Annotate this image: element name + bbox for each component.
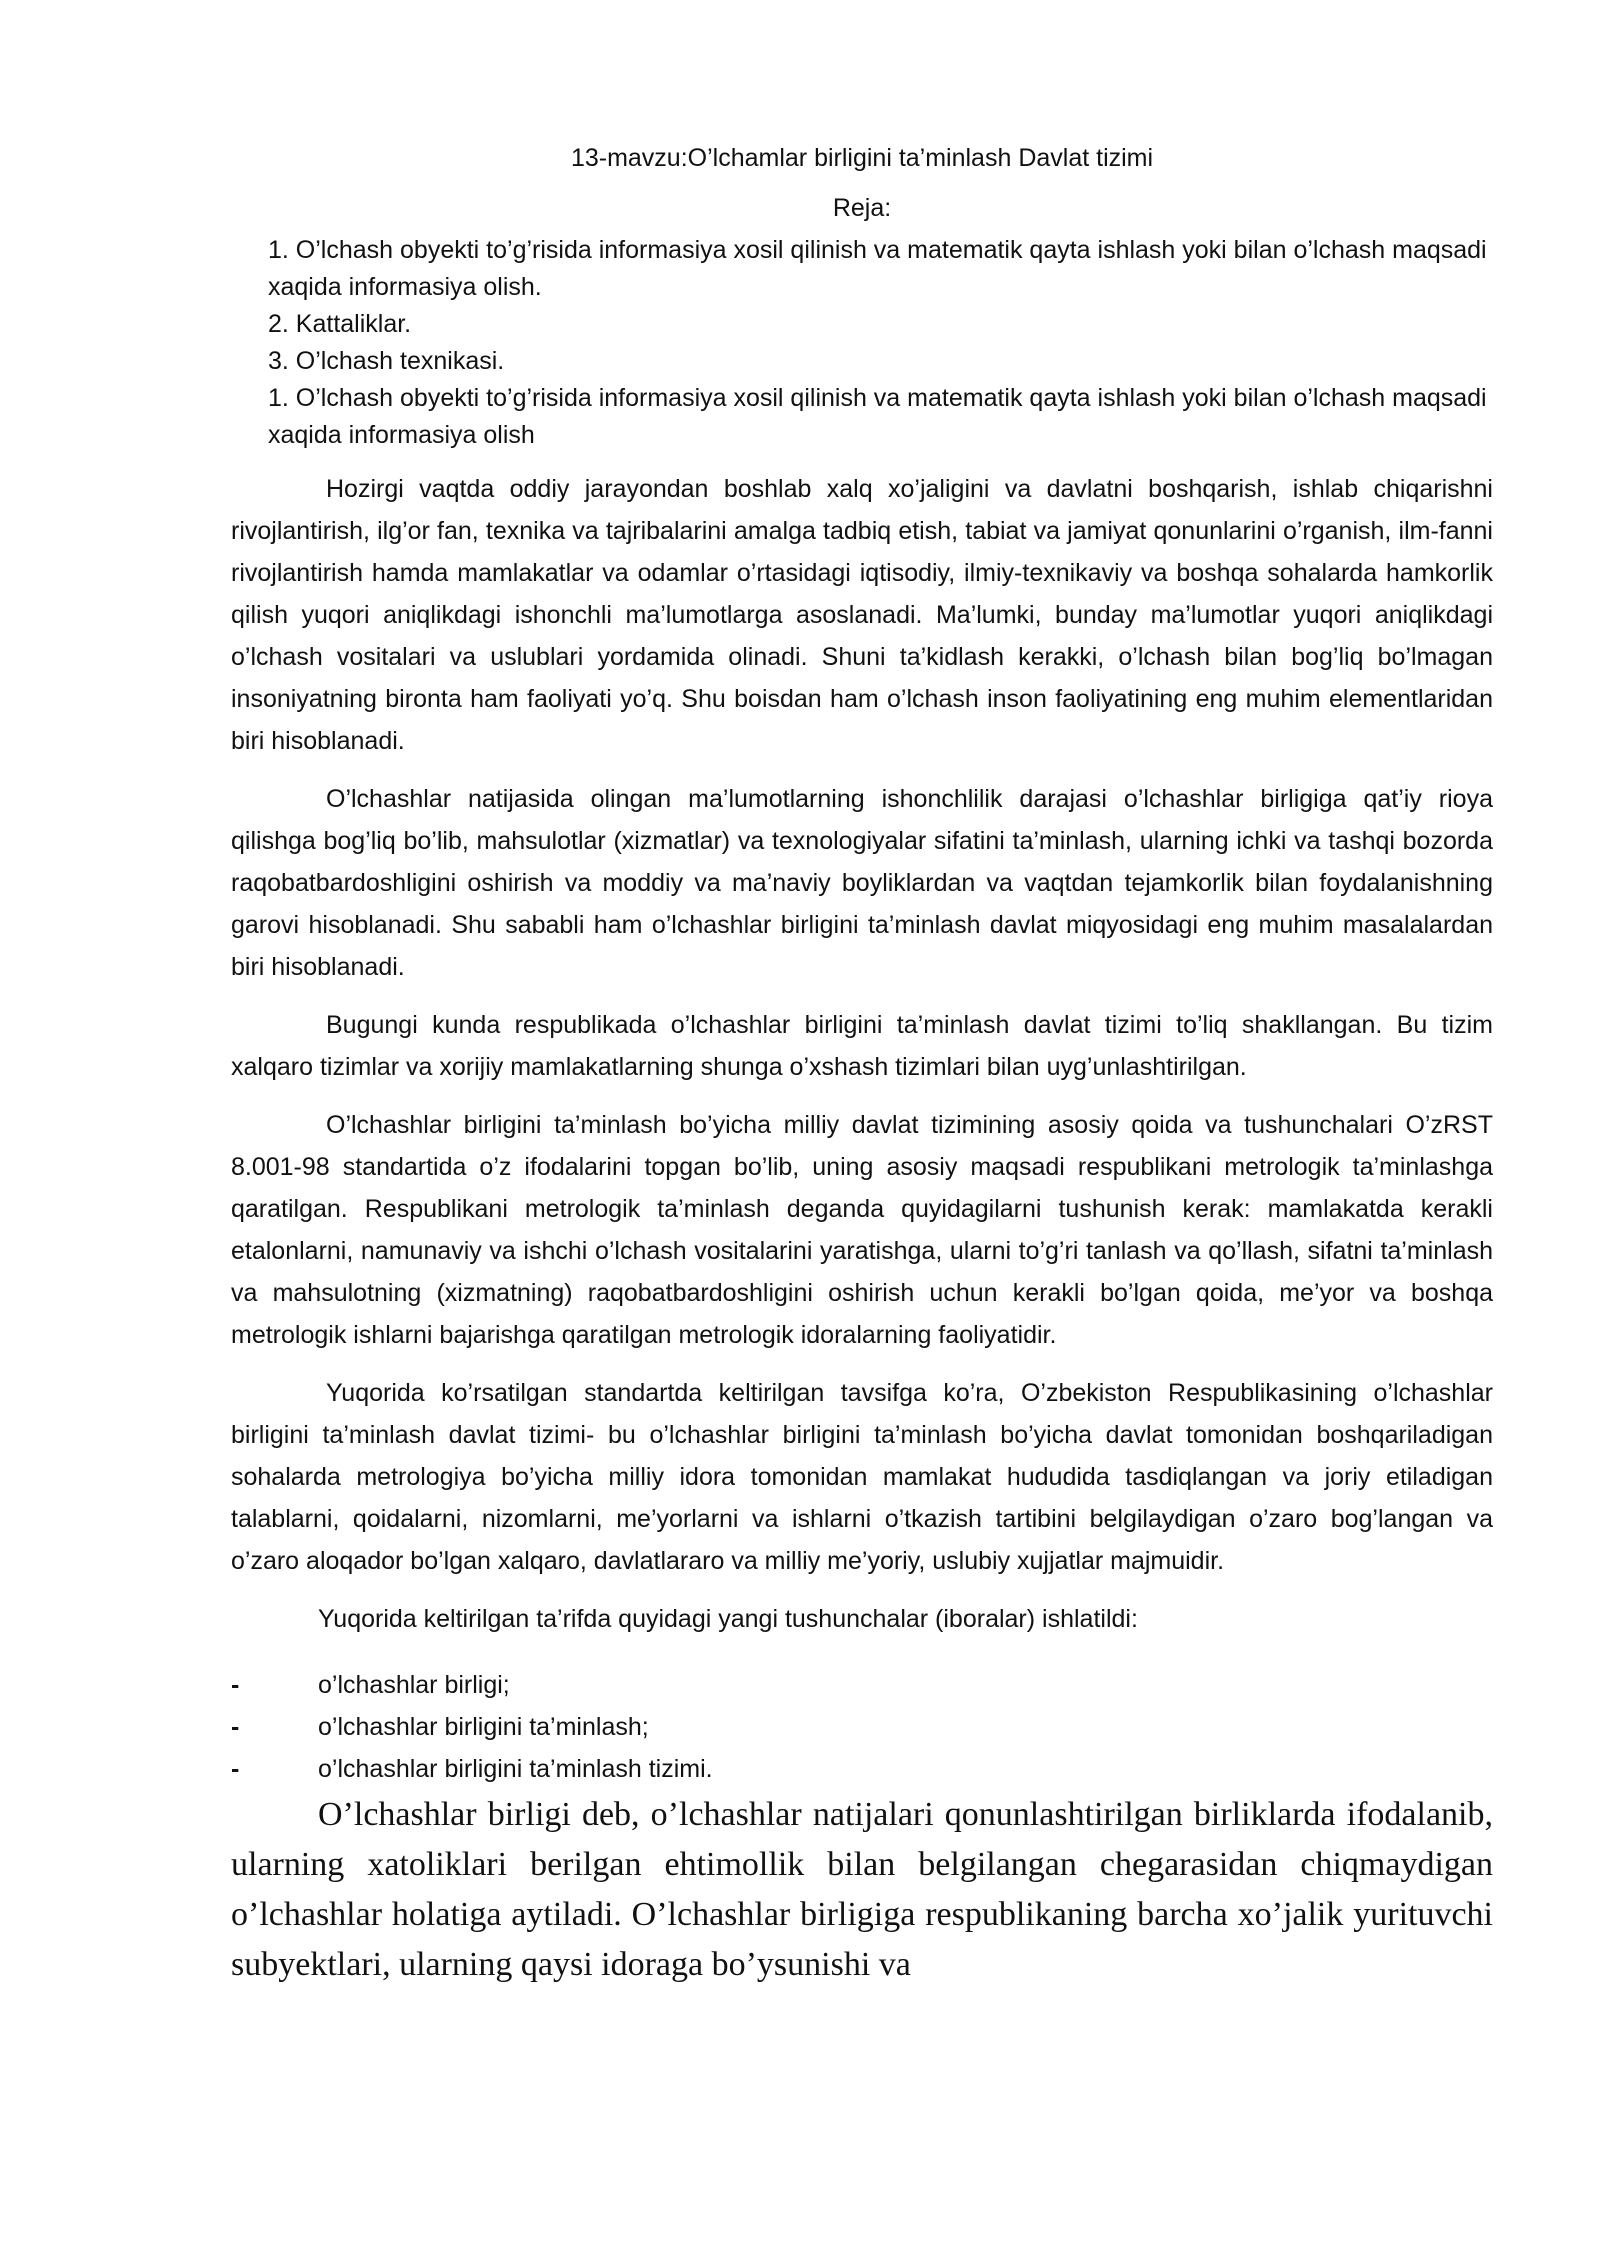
plan-item: 2. Kattaliklar. <box>268 310 412 338</box>
term-text: o’lchashlar birligini ta’minlash tizimi. <box>318 1755 713 1783</box>
term-text: o’lchashlar birligi; <box>318 1671 510 1699</box>
body-paragraph: O’lchashlar birligini ta’minlash bo’yicha milliy davlat tizimining asosiy qoida va tushunchalari O’zRST 8.001-98 standartida o’z ifodalarini topgan bo’lib, uning asosiy maqsadi respublikani metrologik ta’minlashga qaratilgan. Respublikani metrologik ta’minlash deganda quyidagilarni tushunish kerak: mamlakatda kerakli etalonlarni, namunaviy va ishchi o’lchash vositalarini yaratishga, ularni to’g’ri tanlash va qo’llash, sifatni ta’minlash va mahsulotning (xizmatning) raqobatbardoshligini oshirish uchun kerakli bo’lgan qoida, me’yor va boshqa metrologik ishlarni bajarishga qaratilgan metrologik idoralarning faoliyatidir. <box>231 1111 1493 1349</box>
body-paragraph: Yuqorida ko’rsatilgan standartda keltirilgan tavsifga ko’ra, O’zbekiston Respublikasining o’lchashlar birligini ta’minlash davlat tizimi- bu o’lchashlar birligini ta’minlash bo’yicha davlat tomonidan boshqariladigan sohalarda metrologiya bo’yicha milliy idora tomonidan mamlakat hududida tasdiqlangan va joriy etiladigan talablarni, qoidalarni, nizomlarni, me’yorlarni va ishlarni o’tkazish tartibini belgilaydigan o’zaro bog’langan va o’zaro aloqador bo’lgan xalqaro, davlatlararo va milliy me’yoriy, uslubiy xujjatlar majmuidir. <box>231 1379 1493 1575</box>
plan-item: 1. O’lchash obyekti to’g’risida informasiya xosil qilinish va matematik qayta ishlash yoki bilan o’lchash maqsadi xaqida informasiya olish <box>268 384 1487 449</box>
dash-marker: - <box>231 1755 240 1783</box>
plan-list <box>268 232 1493 454</box>
document-title: 13-mavzu:O’lchamlar birligini ta’minlash Davlat tizimi <box>570 144 1154 172</box>
document-page <box>231 140 1493 1990</box>
plan-heading: Reja: <box>832 194 892 222</box>
dash-marker: - <box>231 1713 240 1741</box>
plan-item: 1. O’lchash obyekti to’g’risida informasiya xosil qilinish va matematik qayta ishlash yoki bilan o’lchash maqsadi xaqida informasiya olish. <box>268 236 1487 301</box>
list-item <box>231 1664 1493 1706</box>
body-paragraph: Bugungi kunda respublikada o’lchashlar birligini ta’minlash davlat tizimi to’liq shakllangan. Bu tizim xalqaro tizimlar va xorijiy mamlakatlarning shunga o’xshash tizimlari bilan uyg’unlashtirilgan. <box>231 1011 1493 1081</box>
terms-list <box>231 1664 1493 1790</box>
body-paragraph: O’lchashlar natijasida olingan ma’lumotlarning ishonchlilik darajasi o’lchashlar birligiga qat’iy rioya qilishga bog’liq bo’lib, mahsulotlar (xizmatlar) va texnologiyalar sifatini ta’minlash, ularning ichki va tashqi bozorda raqobatbardoshligini oshirish va moddiy va ma’naviy boyliklardan va vaqtdan tejamkorlik bilan foydalanishning garovi hisoblanadi. Shu sababli ham o’lchashlar birligini ta’minlash davlat miqyosidagi eng muhim masalalardan biri hisoblanadi. <box>231 785 1493 981</box>
terms-intro: Yuqorida keltirilgan ta’rifda quyidagi yangi tushunchalar (iboralar) ishlatildi: <box>318 1605 1138 1633</box>
closing-paragraph: O’lchashlar birligi deb, o’lchashlar natijalari qonunlashtirilgan birliklarda ifodalanib, ularning xatoliklari berilgan ehtimollik bilan belgilangan chegarasidan chiqmaydigan o’lchashlar holatiga aytiladi. O’lchashlar birligiga respublikaning barcha xo’jalik yurituvchi subyektlari, ularning qaysi idoraga bo’ysunishi va <box>231 1796 1493 1983</box>
plan-item: 3. O’lchash texnikasi. <box>268 347 505 375</box>
dash-marker: - <box>231 1671 240 1699</box>
term-text: o’lchashlar birligini ta’minlash; <box>318 1713 649 1741</box>
list-item <box>231 1706 1493 1748</box>
list-item <box>231 1748 1493 1790</box>
body-paragraph: Hozirgi vaqtda oddiy jarayondan boshlab xalq xo’jaligini va davlatni boshqarish, ishlab chiqarishni rivojlantirish, ilg’or fan, texnika va tajribalarini amalga tadbiq etish, tabiat va jamiyat qonunlarini o’rganish, ilm-fanni rivojlantirish hamda mamlakatlar va odamlar o’rtasidagi iqtisodiy, ilmiy-texnikaviy va boshqa sohalarda hamkorlik qilish yuqori aniqlikdagi ishonchli ma’lumotlarga asoslanadi. Ma’lumki, bunday ma’lumotlar yuqori aniqlikdagi o’lchash vositalari va uslublari yordamida olinadi. Shuni ta’kidlash kerakki, o’lchash bilan bog’liq bo’lmagan insoniyatning bironta ham faoliyati yo’q. Shu boisdan ham o’lchash inson faoliyatining eng muhim elementlaridan biri hisoblanadi. <box>231 475 1493 755</box>
